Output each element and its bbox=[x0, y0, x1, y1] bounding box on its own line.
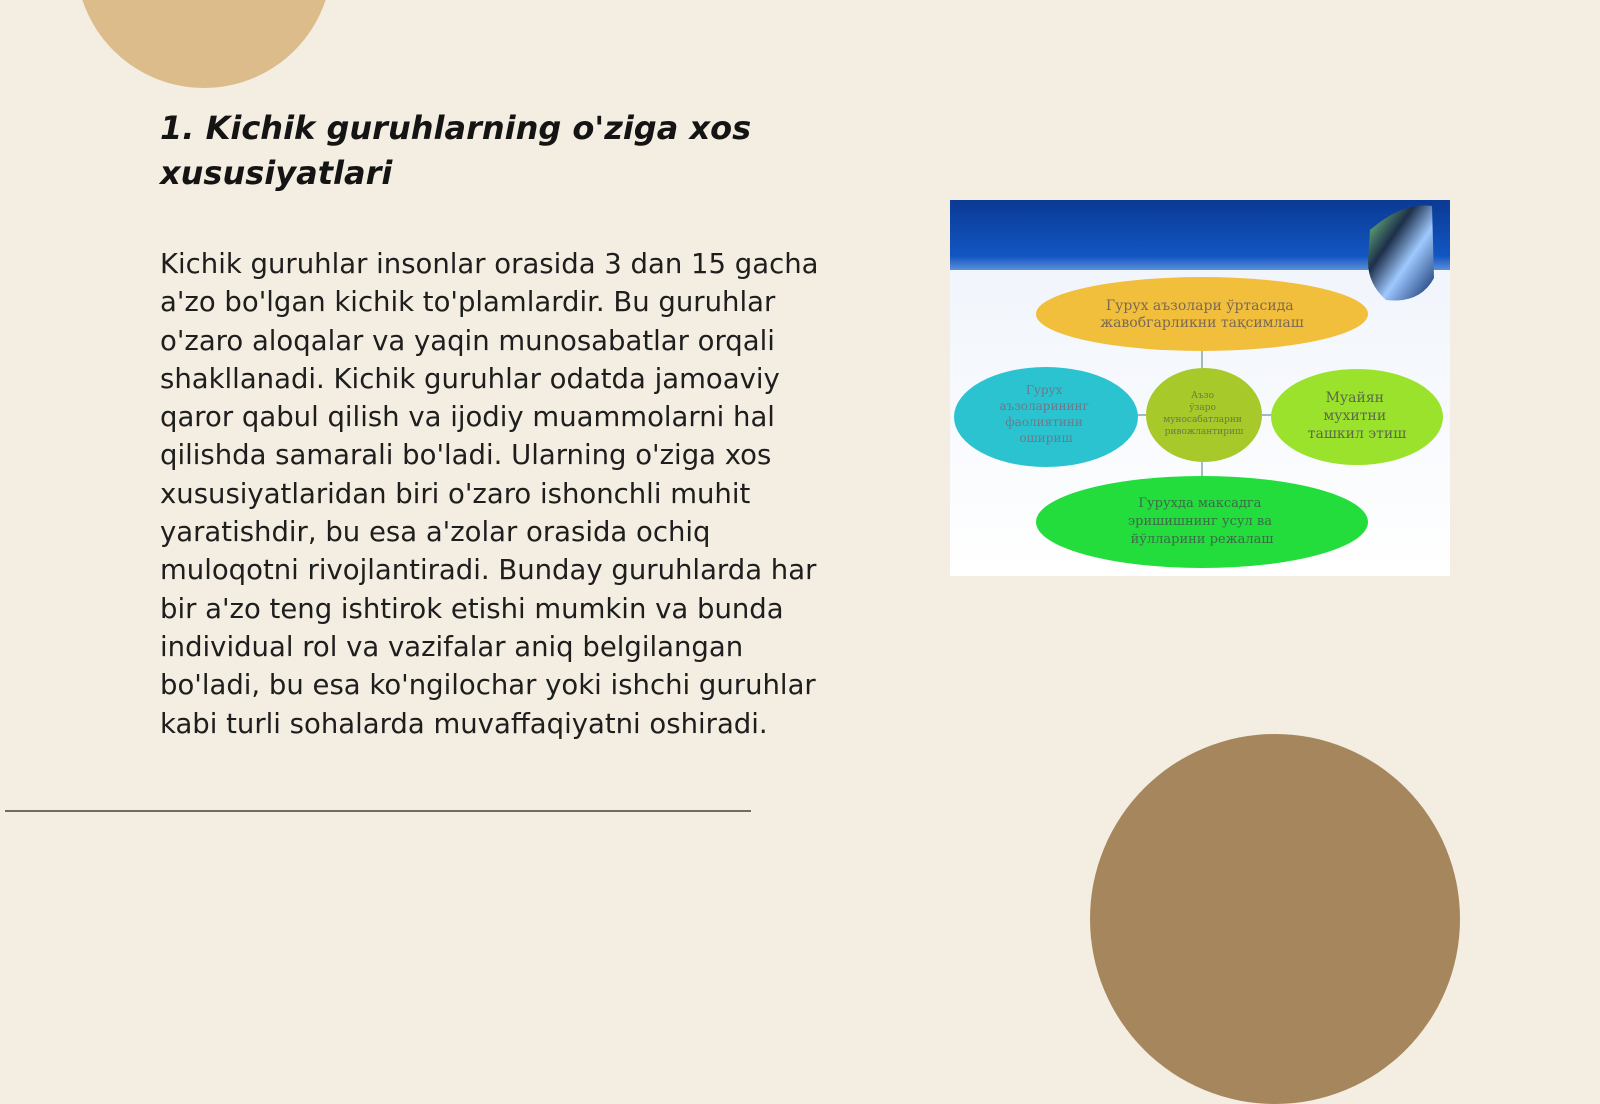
svg-text:Гурух аъзолари ўртасида bbox=[1100, 298, 1304, 331]
node-right-line2: мухитни bbox=[1323, 408, 1387, 424]
node-center-line3: муносабатларни bbox=[1163, 415, 1242, 425]
slide-title: 1. Kichik guruhlarning o'ziga xos xususiyatlari bbox=[160, 109, 752, 192]
node-left-line4: ошириш bbox=[1019, 431, 1073, 445]
node-center-line2: ўзаро bbox=[1189, 403, 1216, 413]
node-top-line2: жавобгарликни тақсимлаш bbox=[1100, 315, 1304, 331]
node-bottom-line2: эришишнинг усул ва bbox=[1127, 514, 1272, 529]
node-right-line3: ташкил этиш bbox=[1307, 426, 1407, 442]
divider-line bbox=[5, 810, 751, 812]
node-right-line1: Муайян bbox=[1325, 390, 1384, 406]
node-center-line4: ривожлантириш bbox=[1164, 427, 1244, 437]
diagram-svg bbox=[950, 200, 1450, 576]
node-center-line1: Аъзо bbox=[1191, 391, 1214, 401]
node-bottom-line1: Гурухда максадга bbox=[1138, 496, 1262, 511]
group-diagram-image bbox=[950, 200, 1450, 576]
decorative-circle-bottom bbox=[1090, 734, 1460, 1104]
node-top-line1: Гурух аъзолари ўртасида bbox=[1105, 298, 1294, 314]
node-top bbox=[1036, 277, 1368, 351]
node-left-line3: фаолиятини bbox=[1005, 415, 1083, 429]
svg-text:Гурухда максадга эришишн bbox=[1128, 496, 1276, 547]
slide-body-text: Kichik guruhlar insonlar orasida 3 dan 15 gacha a'zo bo'lgan kichik to'plamlardir. Bu guruhlar o'zaro aloqalar va yaqin munosabatlar orqali shakllanadi. Kichik guruhlar odatda jamoaviy qaror qabul qilish va ijodiy muammolarni hal qilishda samarali bo'ladi. Ularning o'ziga xos xususiyatlaridan biri o'zaro ishonchli muhit yaratishdir, bu esa a'zolar orasida ochiq muloqotni rivojlantiradi. Bunday guruhlarda har bir a'zo teng ishtirok etishi mumkin va bunda individual rol va vazifalar aniq belgilangan bo'ladi, bu esa ko'ngilochar yoki ishchi guruhlar kabi turli sohalarda muvaffaqiyatni oshiradi. bbox=[160, 248, 819, 740]
node-left-line2: аъзоларининг bbox=[999, 399, 1089, 413]
decorative-circle-top bbox=[76, 0, 332, 88]
node-left-line1: Гурух bbox=[1025, 383, 1063, 397]
node-bottom-line3: йўлларини режалаш bbox=[1130, 532, 1274, 547]
